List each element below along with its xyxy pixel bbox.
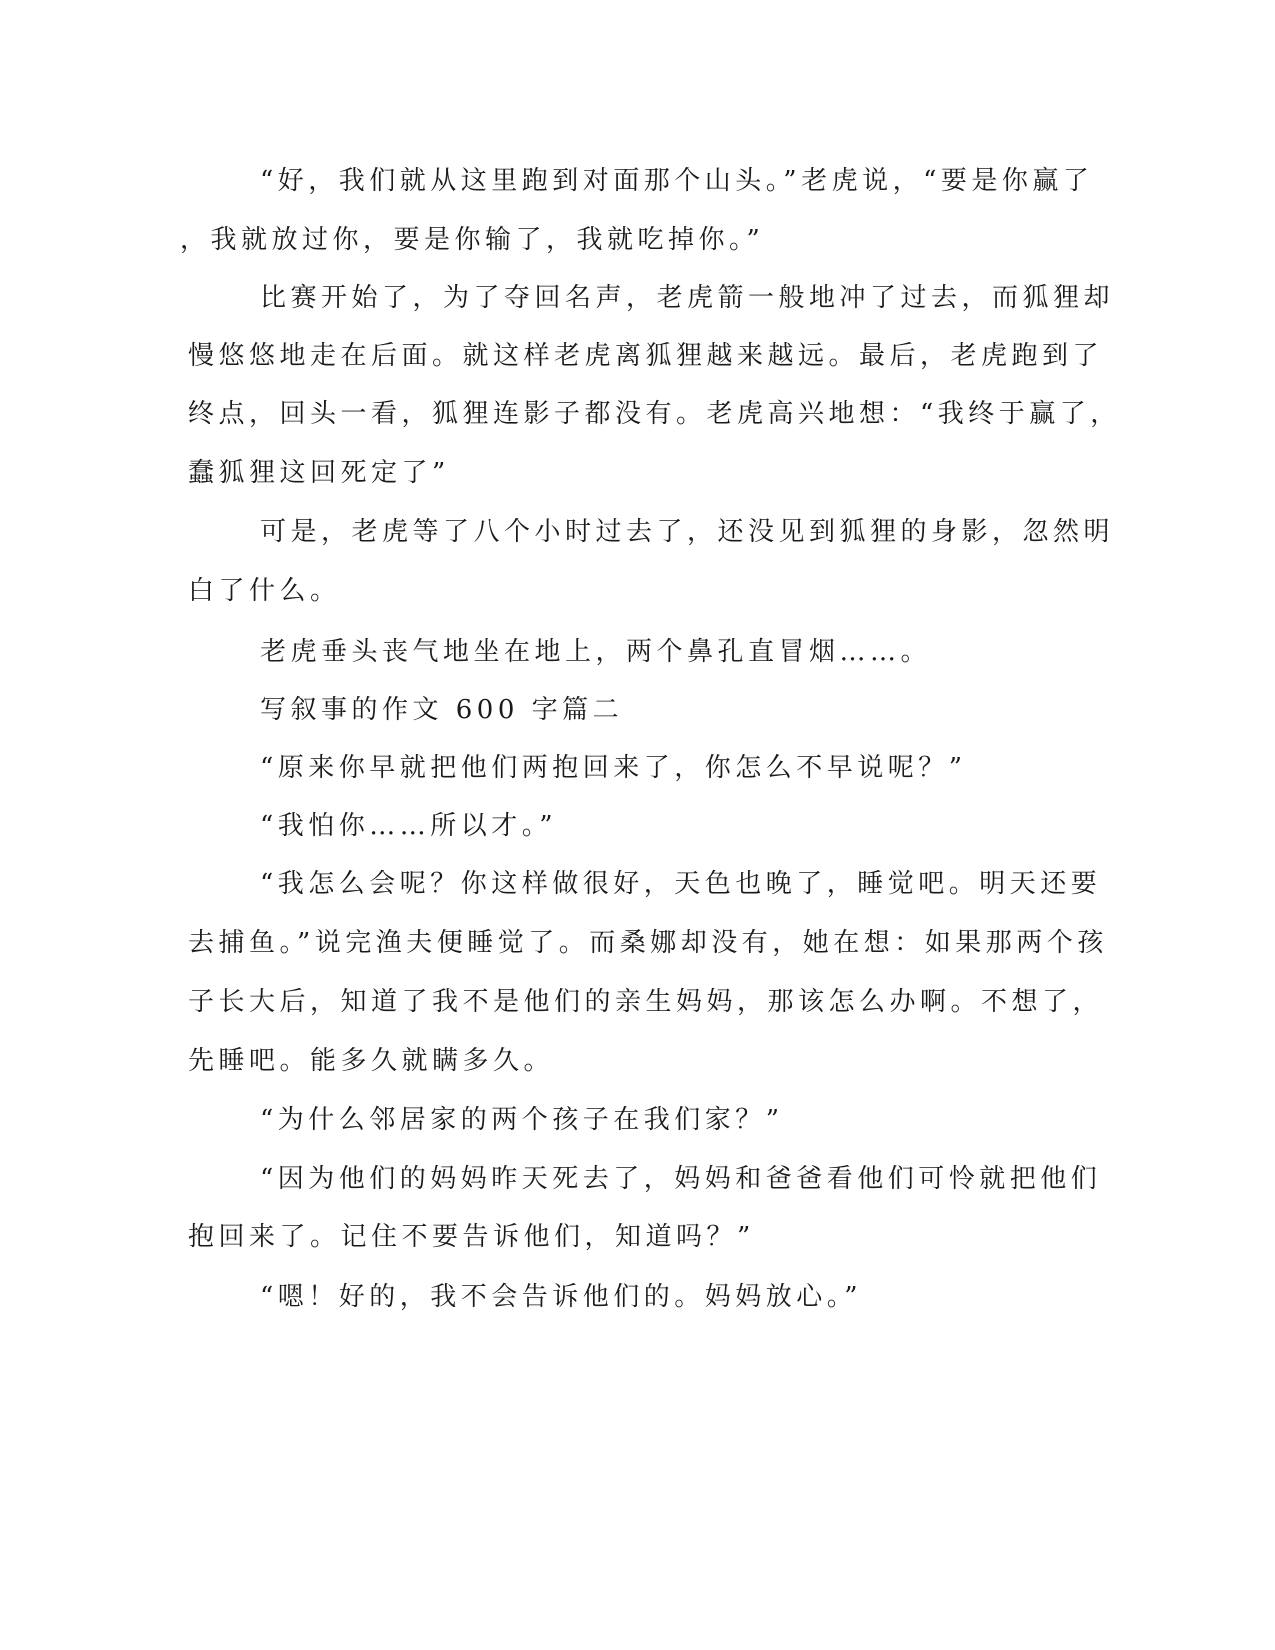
paragraph-line: “我怕你……所以才。” — [260, 811, 558, 841]
paragraph-line: “因为他们的妈妈昨天死去了，妈妈和爸爸看他们可怜就把他们 — [260, 1164, 1102, 1194]
section-heading: 写叙事的作文 600 字篇二 — [260, 695, 624, 725]
paragraph-line: 比赛开始了，为了夺回名声，老虎箭一般地冲了过去，而狐狸却 — [260, 283, 1115, 313]
paragraph-line: 抱回来了。记住不要告诉他们，知道吗？” — [188, 1222, 755, 1252]
paragraph-line: 可是，老虎等了八个小时过去了，还没见到狐狸的身影，忽然明 — [260, 517, 1115, 547]
paragraph-line: “为什么邻居家的两个孩子在我们家？” — [260, 1105, 784, 1135]
paragraph-line: “原来你早就把他们两抱回来了，你怎么不早说呢？” — [260, 753, 967, 783]
paragraph-line: 子长大后，知道了我不是他们的亲生妈妈，那该怎么办啊。不想了， — [188, 987, 1104, 1017]
paragraph-line: “嗯！好的，我不会告诉他们的。妈妈放心。” — [260, 1282, 863, 1312]
paragraph-line: “我怎么会呢？你这样做很好，天色也晚了，睡觉吧。明天还要 — [260, 869, 1102, 899]
paragraph-line: 白了什么。 — [188, 576, 341, 606]
paragraph-line: 去捕鱼。”说完渔夫便睡觉了。而桑娜却没有，她在想：如果那两个孩 — [188, 928, 1108, 958]
paragraph-line: 终点，回头一看，狐狸连影子都没有。老虎高兴地想：“我终于赢了， — [188, 399, 1121, 429]
paragraph-line: 先睡吧。能多久就瞒多久。 — [188, 1046, 555, 1076]
paragraph-line: 蠢狐狸这回死定了” — [188, 458, 450, 488]
paragraph-line: ，我就放过你，要是你输了，我就吃掉你。” — [180, 225, 765, 255]
paragraph-line: “好，我们就从这里跑到对面那个山头。”老虎说，“要是你赢了 — [260, 166, 1094, 196]
paragraph-line: 慢悠悠地走在后面。就这样老虎离狐狸越来越远。最后，老虎跑到了 — [188, 341, 1104, 371]
paragraph-line: 老虎垂头丧气地坐在地上，两个鼻孔直冒烟……。 — [260, 637, 932, 667]
